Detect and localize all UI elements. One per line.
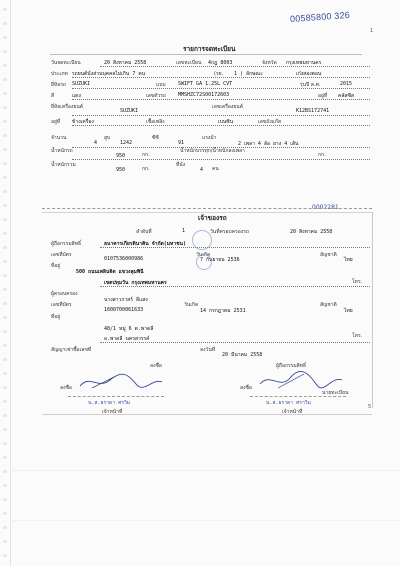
id-label: เลขที่บัตร xyxy=(51,252,72,258)
gross-unit: กก. xyxy=(142,166,150,172)
feed-hole xyxy=(3,540,7,543)
feed-hole xyxy=(3,484,7,487)
cylinders-unit: สูบ xyxy=(104,135,111,141)
feed-hole xyxy=(3,288,7,291)
weight-label: น้ำหนักรถ xyxy=(51,148,73,154)
row-line xyxy=(100,286,370,287)
feed-hole xyxy=(3,148,7,151)
cylinders-value: 4 xyxy=(94,140,98,146)
load-label: น้ำหนักบรรทุก/น้ำหนักลงเพลา xyxy=(180,148,245,154)
feed-hole xyxy=(3,134,7,137)
feed-hole xyxy=(3,302,7,305)
feed-hole xyxy=(3,372,7,375)
row-line xyxy=(72,125,370,126)
feed-hole xyxy=(3,204,7,207)
birth2-label: วันเกิด xyxy=(184,302,199,308)
contract-date-label: ลงวันที่ xyxy=(200,347,216,353)
registration-title: รายการจดทะเบียน xyxy=(183,45,236,53)
feed-hole xyxy=(3,176,7,179)
right-border xyxy=(372,212,373,408)
seats-value: 4 xyxy=(200,167,204,173)
row-line xyxy=(72,159,370,160)
tel-label: โทร. xyxy=(352,279,363,285)
chassis-value: MMSHZC72S00172603 xyxy=(178,92,230,98)
feed-hole xyxy=(3,190,7,193)
possessor-value: นางสาวกาสร์ ลีแสง xyxy=(104,297,148,303)
brand-value: SUZUKI xyxy=(72,81,91,87)
reg-date-label: วันจดทะเบียน xyxy=(51,60,81,66)
cylinders-label: จำนวน xyxy=(51,135,67,141)
gross-value: 950 xyxy=(116,167,126,173)
engine-no-label: เลขเครื่องยนต์ xyxy=(212,104,243,110)
plate-label: เลขทะเบียน xyxy=(176,60,202,66)
feed-hole xyxy=(3,316,7,319)
feed-hole xyxy=(3,470,7,473)
wheels-value: 2 เพลา 4 ล้อ ยาง 4 เส้น xyxy=(238,141,299,147)
feed-hole xyxy=(3,358,7,361)
left-sign-label: ลงชื่อ xyxy=(60,385,72,391)
nat-value: ไทย xyxy=(344,257,353,263)
engine-brand-value: SUZUKI xyxy=(120,108,139,114)
tear-code: 0002281 xyxy=(312,204,339,211)
fuel-label: เชื้อเพลิง xyxy=(146,119,165,125)
hp-unit: แรงม้า xyxy=(202,135,217,141)
addr-label: ที่อยู่ xyxy=(51,263,61,269)
addr2-line2: อ.พาดลี นครสวรรค์ xyxy=(104,336,150,342)
type-value: รถยนต์นั่งส่วนบุคคลไม่เกิน 7 คน xyxy=(72,71,146,77)
feed-hole xyxy=(3,120,7,123)
stamp-circle xyxy=(192,230,212,250)
brand-label: ยี่ห้อรถ xyxy=(51,82,66,88)
birth-label: วันเกิด xyxy=(196,252,211,258)
engine-brand-label: ยี่ห้อเครื่องยนต์ xyxy=(51,104,84,110)
right-sign-label: ลงชื่อ xyxy=(240,385,252,391)
id-value: 0107536000986 xyxy=(104,256,144,262)
model-year-label: รุ่นปี ค.ศ. xyxy=(300,82,321,88)
feed-hole xyxy=(3,386,7,389)
birth-value: 7 กันยายน 2536 xyxy=(200,257,240,263)
owner-sign-label: ลงชื่อ xyxy=(150,363,162,369)
stamp-circle xyxy=(196,254,212,270)
feed-hole xyxy=(3,22,7,25)
feed-hole xyxy=(3,36,7,39)
feed-hole xyxy=(3,456,7,459)
model-value: SWIFT GA 1.25L CVT xyxy=(178,81,233,87)
id2-value: 1600700061633 xyxy=(104,307,144,313)
feed-hole xyxy=(3,344,7,347)
id2-label: เลขที่บัตร xyxy=(51,302,72,308)
row-line xyxy=(72,115,370,116)
tel2-label: โทร. xyxy=(352,333,363,339)
registrar-role: นายทะเบียน xyxy=(322,390,349,396)
engine-loc-label: อยู่ที่ xyxy=(51,119,61,125)
addr-line2: เขตปทุมวัน กรุงเทพมหานคร xyxy=(104,280,167,286)
seats-unit: คน xyxy=(212,166,219,172)
feed-hole xyxy=(3,162,7,165)
row-line xyxy=(72,99,370,100)
feed-hole xyxy=(3,414,7,417)
row-line xyxy=(100,66,370,67)
seq-value: 1 xyxy=(182,228,186,234)
contract-date-value: 20 มีนาคม 2558 xyxy=(222,352,263,358)
feed-hole xyxy=(3,512,7,515)
weight-unit: กก. xyxy=(142,152,150,158)
title-rule xyxy=(50,54,362,55)
feed-hole xyxy=(3,64,7,67)
section-bottom-line xyxy=(42,414,372,415)
seats-label: ที่นั่ง xyxy=(176,162,186,168)
right-official-name: น.ส.ธราดา ศราวิม xyxy=(266,400,311,406)
tank-label: เลขถังแก๊ส xyxy=(258,119,281,125)
row-line xyxy=(72,77,370,78)
feed-hole xyxy=(3,92,7,95)
class-label: (รย. xyxy=(214,71,224,77)
feed-hole xyxy=(3,232,7,235)
row-line xyxy=(100,247,370,248)
left-name-line xyxy=(68,396,164,397)
hp-value: 91 xyxy=(178,140,185,146)
engine-loc-value: ข้างเครื่อง xyxy=(72,119,94,125)
feed-hole xyxy=(3,428,7,431)
cc-value: 1242 xyxy=(120,140,133,146)
right-official-title: เจ้าหน้าที่ xyxy=(282,409,303,415)
signature-left xyxy=(76,370,166,392)
plate-value: 4กฎ 8003 xyxy=(208,60,233,66)
tractor-feed-edge xyxy=(0,0,11,566)
feed-hole xyxy=(3,498,7,501)
feed-hole xyxy=(3,526,7,529)
right-name-line xyxy=(250,396,346,397)
feed-hole xyxy=(3,50,7,53)
owner-sign-role: ผู้ถือกรรมสิทธิ์ xyxy=(276,363,307,369)
feed-hole xyxy=(3,8,7,11)
load-unit: กก. xyxy=(318,152,326,158)
left-official-title: เจ้าหน้าที่ xyxy=(102,409,123,415)
color-value: แดง xyxy=(72,93,81,99)
type-label: ประเภท xyxy=(51,71,68,77)
feed-hole xyxy=(3,274,7,277)
feed-hole xyxy=(3,330,7,333)
feed-hole xyxy=(3,400,7,403)
nat2-label: สัญชาติ xyxy=(320,302,337,308)
model-label: แบบ xyxy=(156,82,166,88)
tear-line xyxy=(42,208,372,209)
addr-line1: 500 ถนนเพลินจิต แขวงลุมพินี xyxy=(76,269,144,275)
addr2-line1: 48/1 หมู่ 6 ต.พาดลี xyxy=(104,326,154,332)
chassis-loc-label: อยู่ที่ xyxy=(318,93,328,99)
row-line xyxy=(72,88,370,89)
page-number: 1 xyxy=(370,28,374,34)
model-year-value: 2015 xyxy=(340,81,353,87)
document-number: 00585800 326 xyxy=(289,9,351,25)
fuel-value: เบนซิน xyxy=(218,119,234,125)
province-label: จังหวัด xyxy=(262,60,277,66)
feed-hole xyxy=(3,442,7,445)
chassis-loc-value: คลัสซีส xyxy=(338,93,354,99)
engine-no-value: K12BS172741 xyxy=(296,108,330,114)
addr2-label: ที่อยู่ xyxy=(51,314,61,320)
contract-label: สัญญาเช่าซื้อเลขที่ xyxy=(51,347,92,353)
color-label: สี xyxy=(51,93,55,99)
nat-label: สัญชาติ xyxy=(320,252,337,258)
left-official-name: น.ส.ธราดา ศรวิม xyxy=(88,400,131,406)
seq-label: ลำดับที่ xyxy=(136,229,152,235)
reg-date-value: 20 สิงหาคม 2558 xyxy=(104,60,147,66)
possessor-label: ผู้ครอบครอง xyxy=(51,291,78,297)
feed-hole xyxy=(3,106,7,109)
feed-hole xyxy=(3,218,7,221)
owned-date-value: 20 สิงหาคม 2558 xyxy=(290,229,333,235)
owner-label: ผู้ถือกรรมสิทธิ์ xyxy=(51,241,82,247)
style-value: เก๋งสองตอน xyxy=(296,71,322,77)
owner-value: ธนาคารเกียรตินาคิน จำกัด(มหาชน) xyxy=(104,241,186,247)
feed-hole xyxy=(3,260,7,263)
province-value: กรุงเทพมหานคร xyxy=(286,60,322,66)
gross-label: น้ำหนักรวม xyxy=(51,162,76,168)
paper-fold xyxy=(10,470,400,471)
corner-number: 5 xyxy=(368,404,372,410)
class-value: 1 ) ลักษณะ xyxy=(234,71,263,77)
row-line xyxy=(100,342,370,343)
birth2-value: 14 กรกฎาคม 2531 xyxy=(200,308,246,314)
feed-hole xyxy=(3,78,7,81)
paper-fold xyxy=(10,520,400,521)
chassis-label: เลขตัวรถ xyxy=(146,93,166,99)
feed-hole xyxy=(3,246,7,249)
weight-value: 950 xyxy=(116,153,126,159)
signature-right xyxy=(258,370,344,392)
cc-unit: ซีซี xyxy=(152,135,159,141)
nat2-value: ไทย xyxy=(344,308,353,314)
owned-date-label: วันที่ครอบครองรถ xyxy=(210,229,249,235)
owner-title: เจ้าของรถ xyxy=(198,214,227,222)
feed-hole xyxy=(3,554,7,557)
